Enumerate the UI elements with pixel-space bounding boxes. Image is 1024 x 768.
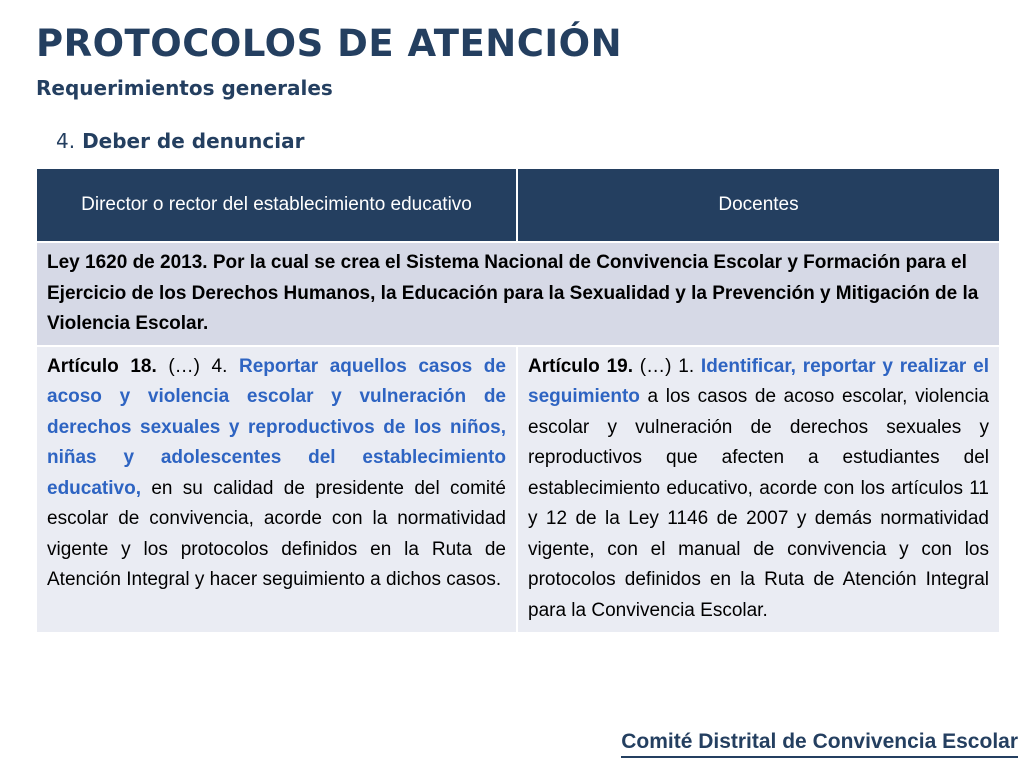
header-docentes: Docentes bbox=[517, 168, 1000, 242]
law-cell: Ley 1620 de 2013. Por la cual se crea el Sistema Nacional de Convivencia Escolar y Formación para el Ejercicio de los Derechos Humanos, la Educación para la Sexualidad y la Prevención y Mitigación de la Violencia Escolar. bbox=[36, 242, 1000, 346]
docentes-highlight: Identificar, reportar y realizar el seguimiento bbox=[528, 355, 989, 407]
header-director: Director o rector del establecimiento educativo bbox=[36, 168, 517, 242]
table-row bbox=[36, 346, 1000, 634]
footer-link[interactable]: Comité Distrital de Convivencia Escolar bbox=[621, 730, 1018, 758]
director-cell bbox=[36, 346, 517, 634]
docentes-rest: a los casos de acoso escolar, violencia escolar y vulneración de derechos sexuales y reproductivos que afecten a estudiantes del establecimiento educativo, acorde con los artículos 11 y 12 de la Ley 1146 de 2007 y demás normatividad vigente, con el manual de convivencia y con los protocolos definidos en la Ruta de Atención Integral para la Convivencia Escolar. bbox=[528, 386, 989, 621]
docentes-ref: (…) 1. bbox=[633, 355, 701, 377]
docentes-article: Artículo 19. bbox=[528, 355, 633, 377]
director-highlight: Reportar aquellos casos de acoso y violencia escolar y vulneración de derechos sexuales y reproductivos de los niños, niñas y adolescentes del establecimiento educativo, bbox=[47, 355, 506, 499]
section-number: 4. bbox=[56, 129, 76, 153]
requirements-table bbox=[35, 167, 1001, 634]
director-rest: en su calidad de presidente del comité escolar de convivencia, acorde con la normatividad vigente y los protocolos definidos en la Ruta de Atención Integral y hacer seguimiento a dichos casos. bbox=[47, 477, 506, 590]
director-ref: (…) 4. bbox=[156, 355, 239, 377]
director-article: Artículo 18. bbox=[47, 355, 157, 377]
page-title: PROTOCOLOS DE ATENCIÓN bbox=[36, 22, 623, 65]
table-header-row bbox=[36, 168, 1000, 242]
table-law-row bbox=[36, 242, 1000, 346]
page-subtitle: Requerimientos generales bbox=[36, 76, 333, 100]
section-label: Deber de denunciar bbox=[82, 129, 305, 153]
section-heading bbox=[56, 129, 304, 153]
docentes-cell bbox=[517, 346, 1000, 634]
